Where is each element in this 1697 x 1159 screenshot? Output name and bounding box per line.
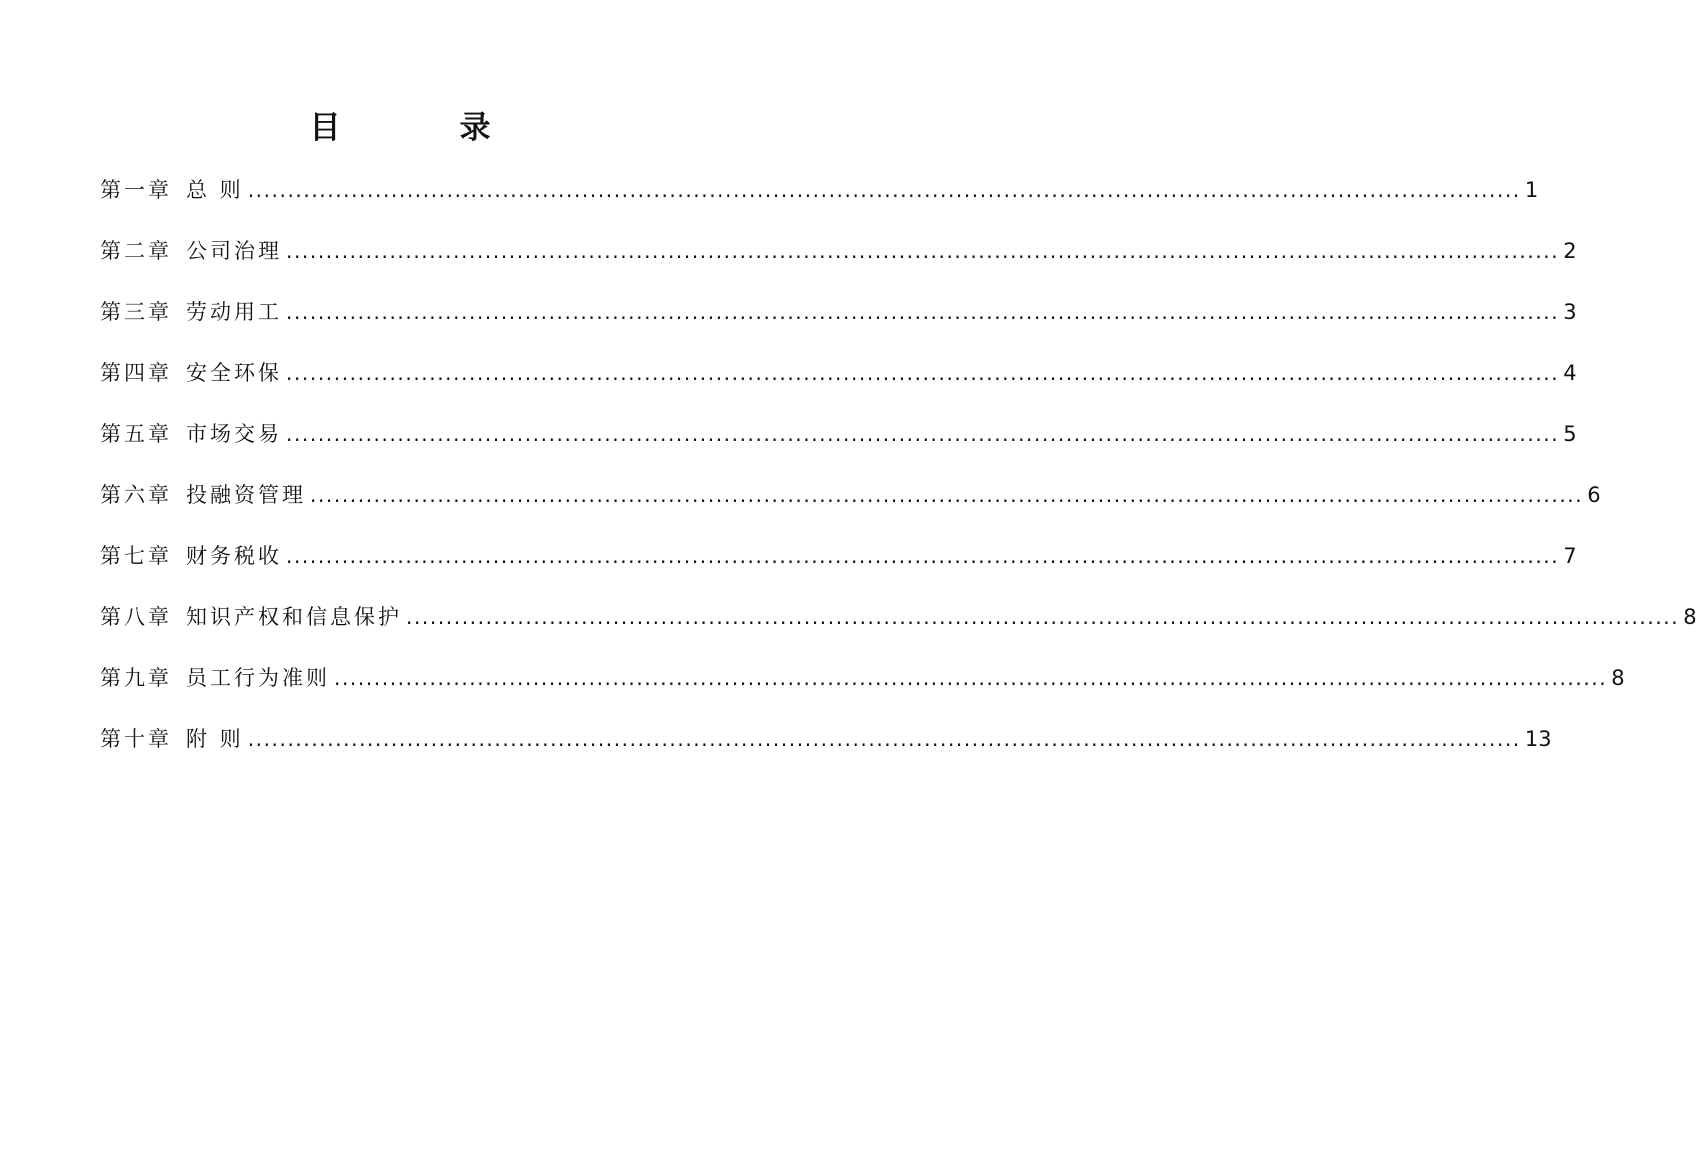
chapter-number: 第二章 bbox=[100, 239, 172, 263]
chapter-title: 市场交易 bbox=[186, 422, 282, 446]
chapter-number: 第八章 bbox=[100, 605, 172, 629]
chapter-title: 劳动用工 bbox=[186, 300, 282, 324]
chapter-title: 投融资管理 bbox=[186, 483, 306, 507]
dot-leader: ................................................................................................................................................................ bbox=[286, 300, 1560, 324]
toc-entry[interactable] bbox=[100, 721, 1552, 782]
chapter-number: 第一章 bbox=[100, 178, 172, 202]
toc-entry[interactable] bbox=[100, 294, 1577, 355]
chapter-title: 附 则 bbox=[186, 727, 244, 751]
dot-leader: ................................................................................................................................................................ bbox=[310, 483, 1584, 507]
chapter-number: 第十章 bbox=[100, 727, 172, 751]
chapter-number: 第五章 bbox=[100, 422, 172, 446]
toc-entry[interactable] bbox=[100, 233, 1577, 294]
chapter-title: 知识产权和信息保护 bbox=[186, 605, 402, 629]
page-number: 5 bbox=[1563, 422, 1577, 446]
dot-leader: ................................................................................................................................................................ bbox=[286, 361, 1560, 385]
chapter-number: 第九章 bbox=[100, 666, 172, 690]
chapter-title: 公司治理 bbox=[186, 239, 282, 263]
toc-entry[interactable] bbox=[100, 599, 1697, 660]
page-number: 8 bbox=[1611, 666, 1625, 690]
page-number: 8 bbox=[1683, 605, 1697, 629]
table-of-contents bbox=[100, 172, 1697, 782]
page-number: 3 bbox=[1563, 300, 1577, 324]
toc-entry[interactable] bbox=[100, 172, 1539, 233]
dot-leader: ................................................................................................................................................................ bbox=[247, 178, 1521, 202]
chapter-number: 第三章 bbox=[100, 300, 172, 324]
chapter-number: 第四章 bbox=[100, 361, 172, 385]
dot-leader: ................................................................................................................................................................ bbox=[406, 605, 1680, 629]
page-number: 6 bbox=[1587, 483, 1601, 507]
toc-title: 目 录 bbox=[309, 110, 535, 146]
page-number: 1 bbox=[1524, 178, 1539, 202]
dot-leader: ................................................................................................................................................................ bbox=[286, 544, 1560, 568]
page-number: 7 bbox=[1563, 544, 1577, 568]
page-number: 2 bbox=[1563, 239, 1577, 263]
dot-leader: ................................................................................................................................................................ bbox=[247, 727, 1521, 751]
chapter-title: 员工行为准则 bbox=[186, 666, 330, 690]
dot-leader: ................................................................................................................................................................ bbox=[286, 422, 1560, 446]
chapter-title: 财务税收 bbox=[186, 544, 282, 568]
dot-leader: ................................................................................................................................................................ bbox=[286, 239, 1560, 263]
dot-leader: ................................................................................................................................................................ bbox=[334, 666, 1608, 690]
page-number: 4 bbox=[1563, 361, 1577, 385]
toc-entry[interactable] bbox=[100, 416, 1577, 477]
chapter-number: 第六章 bbox=[100, 483, 172, 507]
chapter-title: 总 则 bbox=[186, 178, 244, 202]
toc-entry[interactable] bbox=[100, 538, 1577, 599]
toc-entry[interactable] bbox=[100, 660, 1625, 721]
toc-entry[interactable] bbox=[100, 355, 1577, 416]
toc-entry[interactable] bbox=[100, 477, 1601, 538]
chapter-number: 第七章 bbox=[100, 544, 172, 568]
chapter-title: 安全环保 bbox=[186, 361, 282, 385]
page-number: 13 bbox=[1524, 727, 1552, 751]
